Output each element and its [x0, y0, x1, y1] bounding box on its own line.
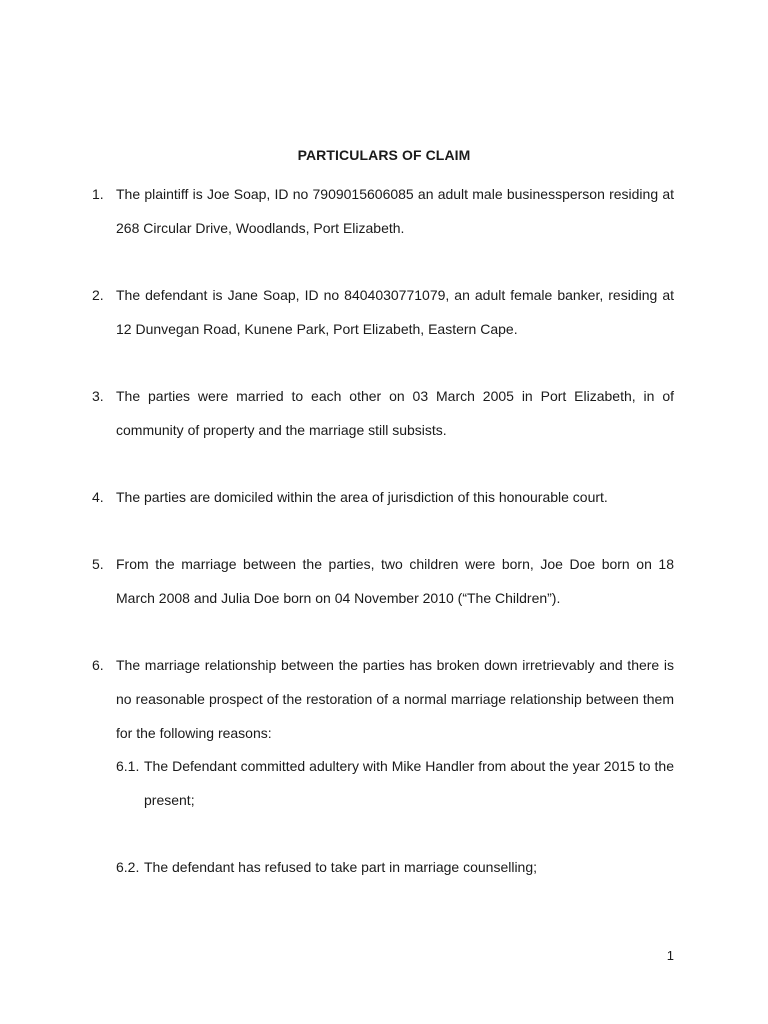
subparagraph-text: The defendant has refused to take part in marriage counselling; [144, 859, 538, 875]
claim-paragraph-4 [92, 480, 674, 514]
subparagraph-number: 6.1. [116, 758, 140, 774]
claim-paragraph-5 [92, 547, 674, 615]
claim-paragraph-1 [92, 177, 674, 245]
subparagraph-number: 6.2. [116, 859, 140, 875]
claim-paragraph-3 [92, 379, 674, 447]
document-title: PARTICULARS OF CLAIM [297, 147, 471, 163]
paragraph-number: 2. [92, 287, 104, 303]
paragraph-text: From the marriage between the parties, two children were born, Joe Doe born on 18 March 2008 and Julia Doe born on 04 November 2010 (“The Children”). [116, 556, 674, 606]
paragraph-number: 4. [92, 489, 104, 505]
claim-paragraph-6 [92, 648, 674, 750]
paragraph-text: The parties are domiciled within the area of jurisdiction of this honourable court. [116, 489, 608, 505]
subparagraph-text: The Defendant committed adultery with Mike Handler from about the year 2015 to the present; [144, 758, 674, 808]
paragraph-text: The marriage relationship between the parties has broken down irretrievably and there is no reasonable prospect of the restoration of a normal marriage relationship between them for the following reasons: [116, 657, 674, 741]
paragraph-text: The parties were married to each other on 03 March 2005 in Port Elizabeth, in of community of property and the marriage still subsists. [116, 388, 674, 438]
paragraph-number: 6. [92, 657, 104, 673]
paragraph-text: The defendant is Jane Soap, ID no 8404030771079, an adult female banker, residing at 12 Dunvegan Road, Kunene Park, Port Elizabeth, Eastern Cape. [116, 287, 674, 337]
paragraph-text: The plaintiff is Joe Soap, ID no 7909015606085 an adult male businessperson residing at 268 Circular Drive, Woodlands, Port Elizabeth. [116, 186, 674, 236]
page-number: 1 [666, 948, 674, 963]
claim-paragraph-2 [92, 278, 674, 346]
paragraph-number: 3. [92, 388, 104, 404]
paragraph-number: 1. [92, 186, 104, 202]
claim-subparagraph-6-1 [116, 749, 674, 817]
claim-subparagraph-6-2 [116, 850, 674, 884]
paragraph-number: 5. [92, 556, 104, 572]
